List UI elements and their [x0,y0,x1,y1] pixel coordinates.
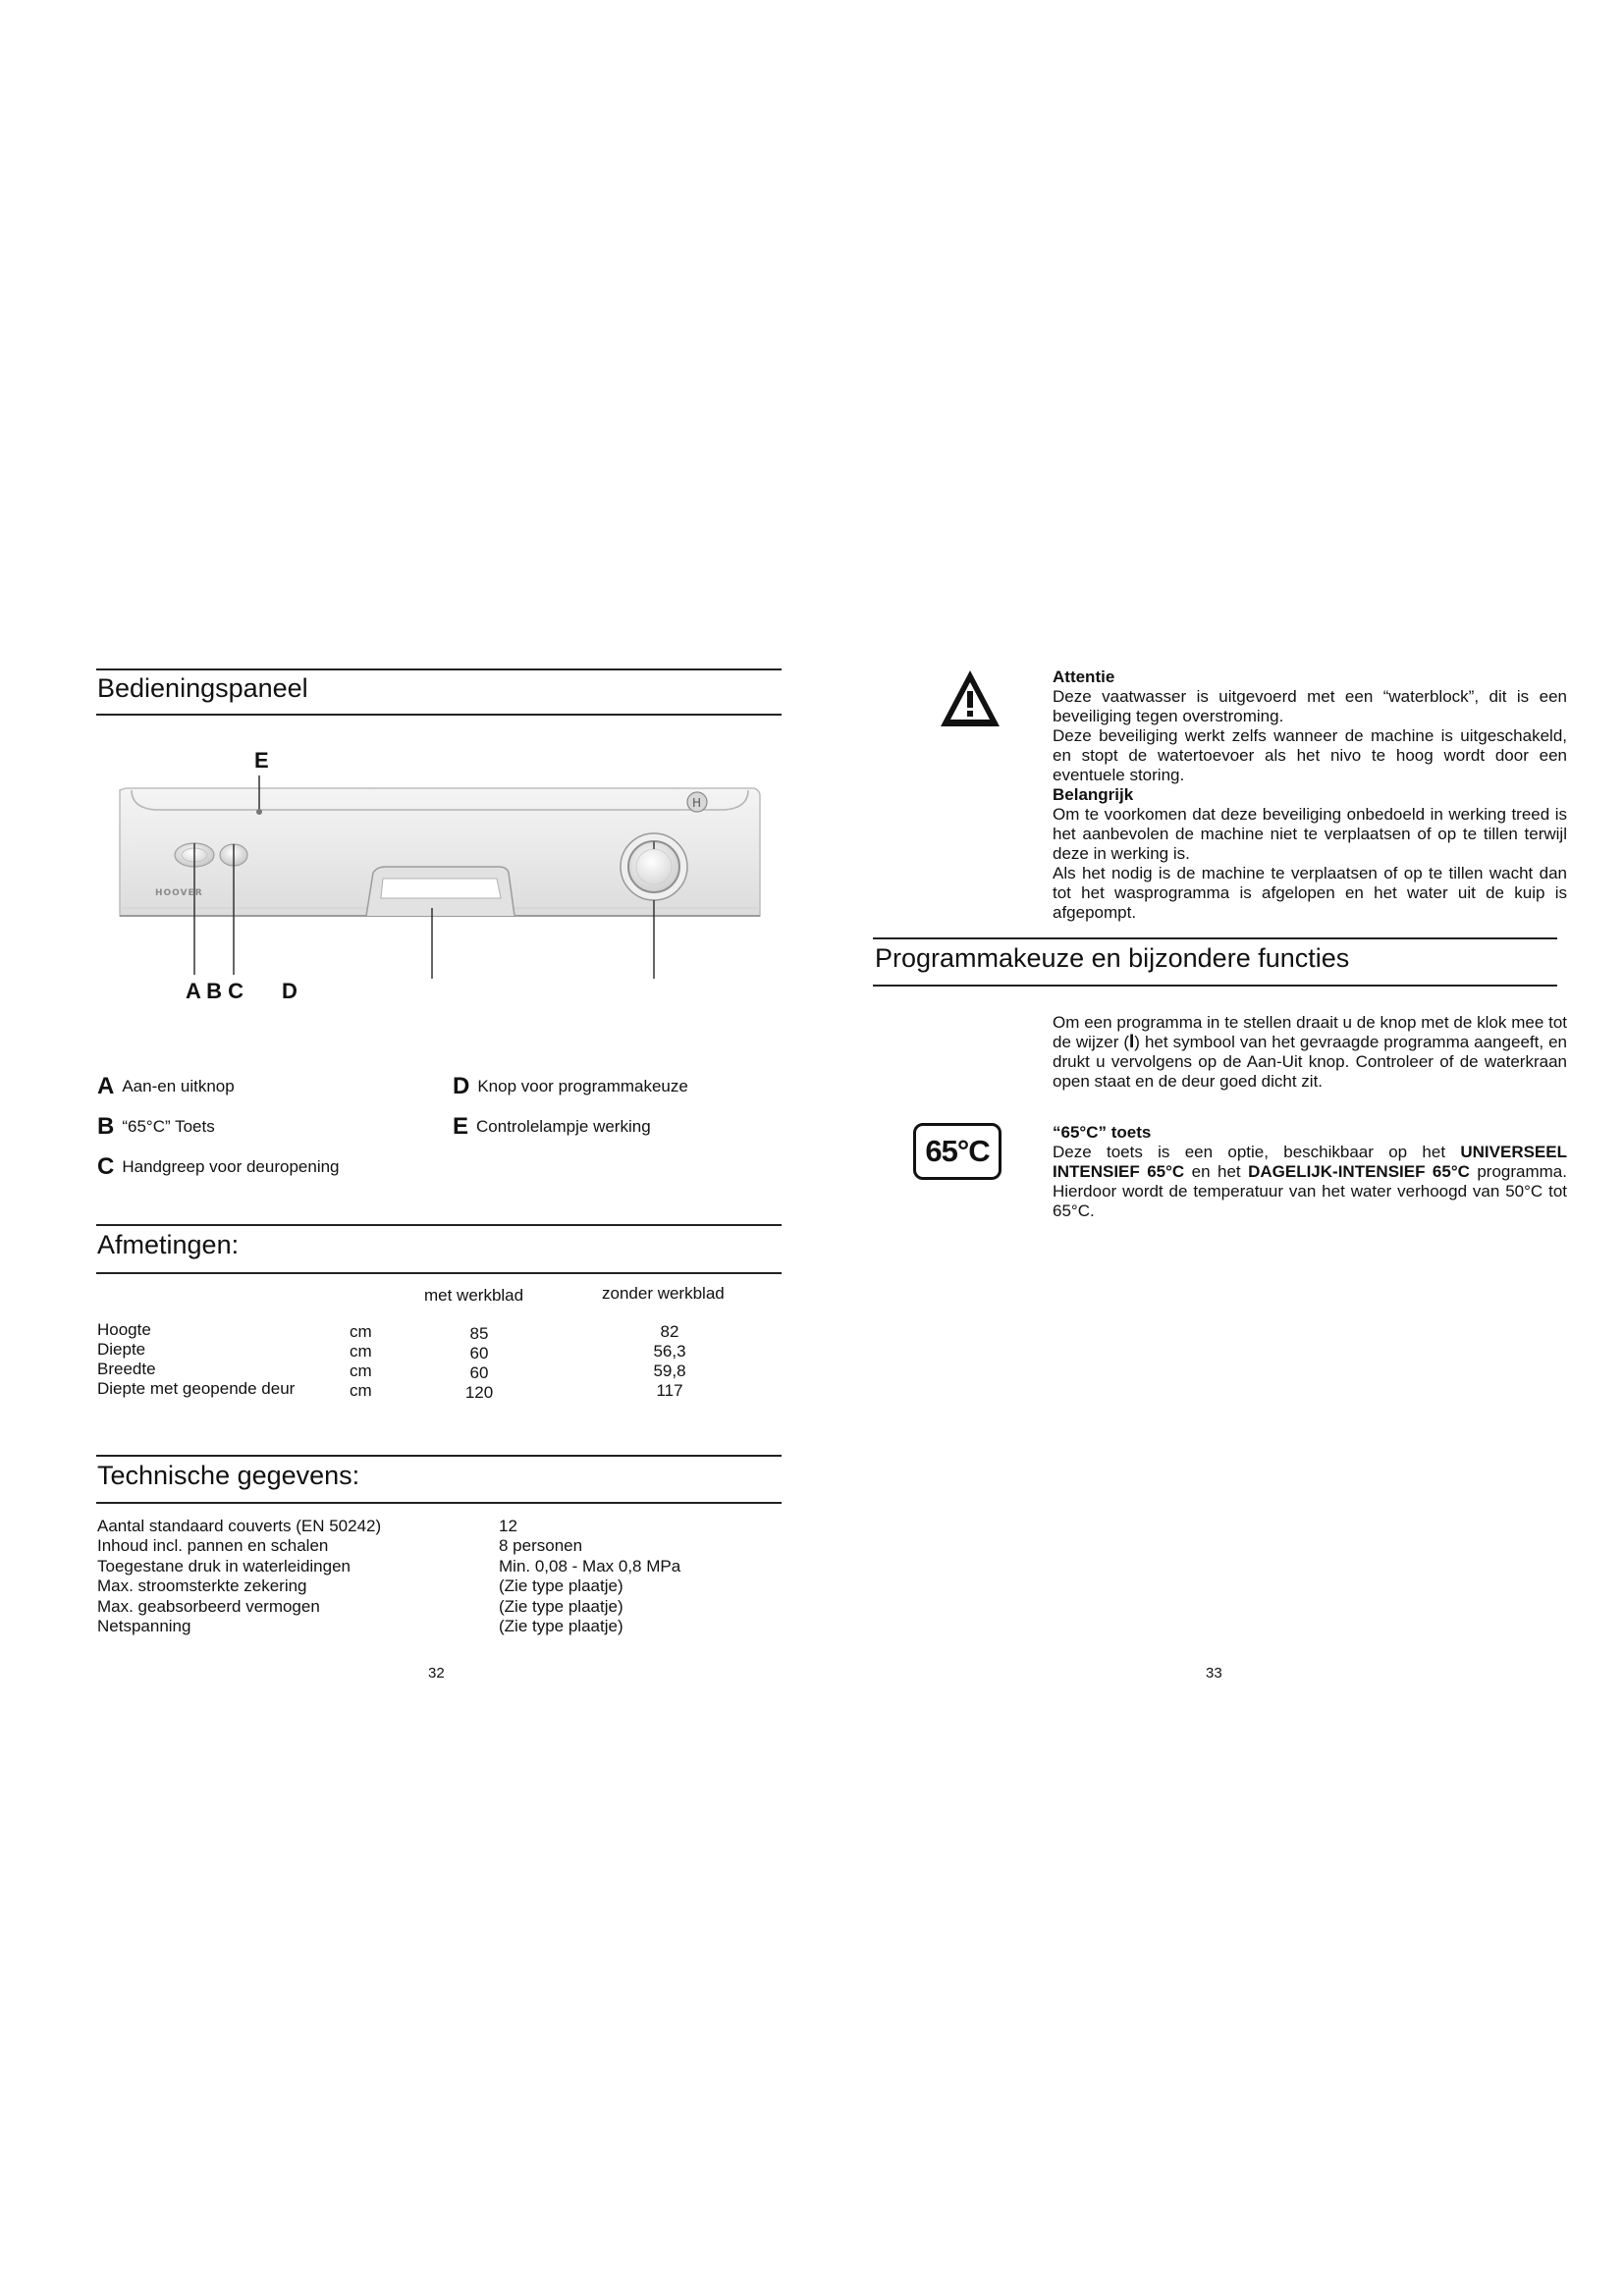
dim-with: 60 [469,1363,489,1382]
tech-label: Max. stroomsterkte zekering [97,1576,307,1595]
legend-item-c [97,1153,340,1181]
programs-heading: Programmakeuze en bijzondere functies [875,943,1350,973]
rule-bottom-technical [96,1502,782,1504]
dim-without: 59,8 [653,1362,686,1380]
tech-value: (Zie type plaatje) [499,1617,623,1635]
dim-label: Breedte [97,1360,156,1378]
rule-bottom-control-panel [96,714,782,716]
warning-icon [939,667,1001,730]
tech-value: 8 personen [499,1536,583,1555]
legend-text: Controlelampje werking [476,1117,651,1136]
important-title: Belangrijk [1053,785,1134,804]
tech-value: Min. 0,08 - Max 0,8 MPa [499,1557,681,1575]
label-d: D [282,979,298,1003]
attention-paragraph-2: Deze beveiliging werkt zelfs wanneer de machine is uitgeschakeld, en stopt de watertoevoer als het nivo te hoog wordt door een eventuele storing. [1053,726,1567,784]
dim-unit: cm [350,1381,372,1400]
attention-paragraph-4: Als het nodig is de machine te verplaatsen of op te tillen wacht dan tot het wasprogramma is afgelopen en het water uit de kuip is afgepompt. [1053,864,1567,922]
control-panel-heading: Bedieningspaneel [97,673,308,703]
tech-label: Toegestane druk in waterleidingen [97,1557,352,1575]
brand-text: HOOVER [155,888,203,898]
attention-title: Attentie [1053,667,1115,686]
dimensions-col-without: zonder werkblad [602,1284,725,1303]
dim-without: 82 [660,1322,679,1341]
legend-text: Handgreep voor deuropening [122,1157,340,1176]
label-e: E [254,748,269,773]
rule-top-control-panel [96,668,782,670]
temperature-65c-icon [913,1123,1001,1180]
dim-unit: cm [350,1362,372,1380]
toets-paragraph [1053,1143,1567,1221]
legend-letter: C [97,1153,115,1180]
rule-bottom-programs [873,985,1557,987]
toets-program-2: DAGELIJK-INTENSIEF 65°C [1248,1162,1470,1181]
intro-text-1: Om een programma in te stellen draait u de knop met de klok mee tot de wijzer ( [1053,1013,1567,1051]
toets-text-3: programma. Hierdoor wordt de temperatuur van het water verhoogd van 50°C tot 65°C. [1053,1162,1567,1220]
attention-paragraph-1: Deze vaatwasser is uitgevoerd met een “waterblock”, dit is een beveiliging tegen overstroming. [1053,687,1567,725]
legend-item-d [453,1073,688,1100]
rule-top-programs [873,937,1557,939]
dimensions-heading: Afmetingen: [97,1230,240,1259]
legend-letter: D [453,1073,470,1099]
toets-block [1053,1123,1567,1221]
legend-letter: B [97,1113,115,1140]
toets-program-1: UNIVERSEEL INTENSIEF 65°C [1053,1143,1567,1181]
labels-abc: A B C [186,979,244,1003]
dim-with: 85 [469,1324,489,1343]
rule-bottom-dimensions [96,1272,782,1274]
rule-top-dimensions [96,1224,782,1226]
page-number-right: 33 [1206,1665,1222,1682]
toets-text-2: en het [1184,1162,1249,1181]
rule-top-technical [96,1455,782,1457]
legend-item-a [97,1073,235,1100]
svg-text:H: H [692,796,702,810]
tech-label: Inhoud incl. pannen en schalen [97,1536,329,1555]
tech-value: (Zie type plaatje) [499,1597,623,1616]
pointer-symbol: I [1129,1032,1135,1052]
tech-label: Aantal standaard couverts (EN 50242) [97,1517,382,1535]
legend-item-b [97,1113,215,1141]
technical-heading: Technische gegevens: [97,1461,360,1490]
dim-label: Hoogte [97,1320,151,1339]
page-number-left: 32 [428,1665,445,1682]
legend-letter: A [97,1073,115,1099]
tech-value: 12 [499,1517,517,1535]
programs-intro [1053,1013,1567,1092]
dim-label: Diepte met geopende deur [97,1379,296,1398]
legend-text: Knop voor programmakeuze [477,1077,688,1095]
control-panel-illustration [116,751,764,987]
dim-unit: cm [350,1322,372,1341]
temperature-badge-text: 65°C [925,1134,990,1168]
tech-label: Max. geabsorbeerd vermogen [97,1597,320,1616]
tech-value: (Zie type plaatje) [499,1576,623,1595]
dim-without: 117 [656,1381,683,1400]
control-panel-drawing [116,751,764,987]
dim-with: 60 [469,1344,489,1362]
legend-text: “65°C” Toets [122,1117,215,1136]
dim-unit: cm [350,1342,372,1361]
toets-text-1: Deze toets is een optie, beschikbaar op het [1053,1143,1461,1161]
attention-paragraph-3: Om te voorkomen dat deze beveiliging onbedoeld in werking treed is het aanbevolen de machine niet te verplaatsen of op te tillen terwijl deze in werking is. [1053,805,1567,863]
dimensions-col-with: met werkblad [424,1286,524,1305]
attention-block [1053,667,1567,923]
toets-title: “65°C” toets [1053,1123,1152,1142]
dim-with: 120 [464,1383,494,1402]
dim-without: 56,3 [653,1342,686,1361]
legend-item-e [453,1113,651,1141]
legend-text: Aan-en uitknop [122,1077,235,1095]
legend-letter: E [453,1113,469,1140]
intro-text-2: ) het symbool van het gevraagde programma aangeeft, en drukt u vervolgens op de Aan-Uit knop. Controleer of de waterkraan open staat en de deur goed dicht zit. [1053,1033,1567,1091]
dim-label: Diepte [97,1340,146,1359]
tech-label: Netspanning [97,1617,191,1635]
